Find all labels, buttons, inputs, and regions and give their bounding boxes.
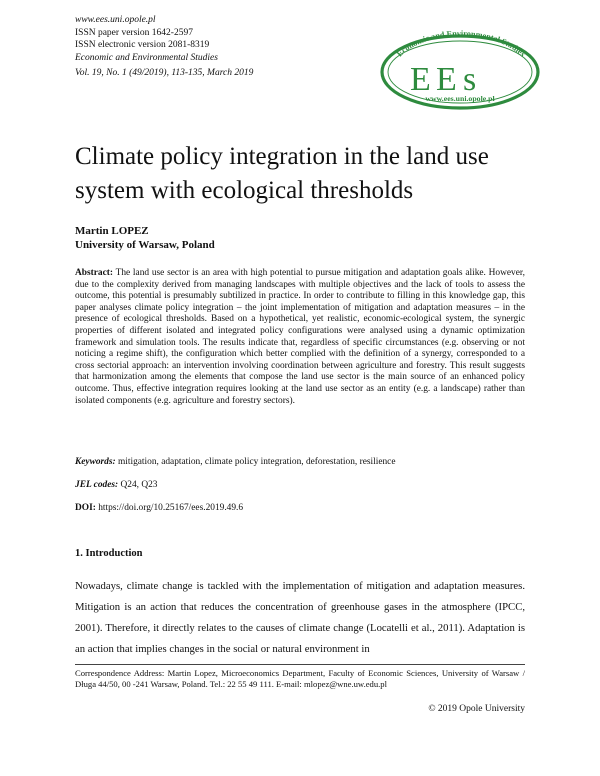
author-name: Martin LOPEZ [75,225,149,237]
abstract [75,268,525,407]
journal-header [75,14,253,80]
doi-link[interactable]: https://doi.org/10.25167/ees.2019.49.6 [95,503,244,513]
logo-letter-e2: E [436,61,457,98]
author-affiliation: University of Warsaw, Poland [75,239,215,251]
abstract-text: The land use sector is an area with high potential to pursue mitigation and adaptation goals alike. However, due to the complexity derived from managing landscapes with multiple objectives and the lack of tools to assess the outcome, this potential is presumably subtilized in practice. In order to contribute to filling in this knowledge gap, this paper analyses climate policy integration – the joint implementation of mitigation and adaptation measures – in the presence of ecological thresholds. Based on a hypothetical, yet realistic, economic-ecological system, the synergic properties of different isolated and integrated policy configurations were analysed using a dynamic optimization framework and simulation tools. The results indicate that, regardless of specific circumstances (e.g. observing or not noticing a regime shift), the configuration which better complied with the definition of a synergy, corresponded to a cross sectorial approach: an intervention involving coordination between agriculture and forestry. This result suggests that harmonization among the elements that compose the land use sector is the main source of an enhanced policy outcome. Thus, effective integration requires looking at the land use sector as an entity (e.g. a landscape) rather than isolated components (e.g. agriculture and forestry sectors). [75,268,525,406]
keywords-text: mitigation, adaptation, climate policy integration, deforestation, resilience [115,457,396,467]
doi-line [75,502,243,514]
svg-text:Economic and Environmental Stu [395,30,527,59]
issn-electronic: ISSN electronic version 2081-8319 [75,40,210,51]
issn-paper: ISSN paper version 1642-2597 [75,27,193,38]
journal-name: Economic and Environmental Studies [75,52,218,63]
journal-logo [379,30,541,110]
logo-letter-e1: E [410,61,431,98]
jel-line [75,479,157,491]
doi-label: DOI: [75,503,96,513]
logo-arc-text: Economic and Environmental Studies [395,30,528,59]
jel-label: JEL codes: [75,480,119,490]
keywords-line [75,456,395,468]
journal-website[interactable]: www.ees.uni.opole.pl [75,15,156,25]
logo-url: www.ees.uni.opole.pl [425,94,495,103]
jel-text: Q24, Q23 [118,480,158,490]
footnote: Correspondence Address: Martin Lopez, Microeconomics Department, Faculty of Economic Sciences, University of Warsaw / Długa 44/50, 00 -241 Warsaw, Poland. Tel.: 22 55 49 111. E-mail: mlopez@wne.uw.edu.pl [75,668,525,689]
keywords-label: Keywords: [75,457,116,467]
copyright: © 2019 Opole University [428,704,525,714]
logo-letter-s: s [463,61,477,98]
paper-title: Climate policy integration in the land use system with ecological thresholds [75,143,489,204]
author-block [75,224,215,252]
volume-info: Vol. 19, No. 1 (49/2019), 113-135, March 2019 [75,68,254,79]
abstract-label: Abstract: [75,268,114,278]
footnote-divider [75,664,525,665]
body-paragraph: Nowadays, climate change is tackled with the implementation of mitigation and adaptation measures. Mitigation is an action that reduces the concentration of greenhouse gases in the atmosphere (IPCC, 2001). Therefore, it directly relates to the causes of climate change (Locatelli et al., 2011). Adaptation is an action that implies changes in the social or natural environment in [75,580,525,655]
section-heading: 1. Introduction [75,548,143,559]
ees-logo-icon [379,30,541,110]
